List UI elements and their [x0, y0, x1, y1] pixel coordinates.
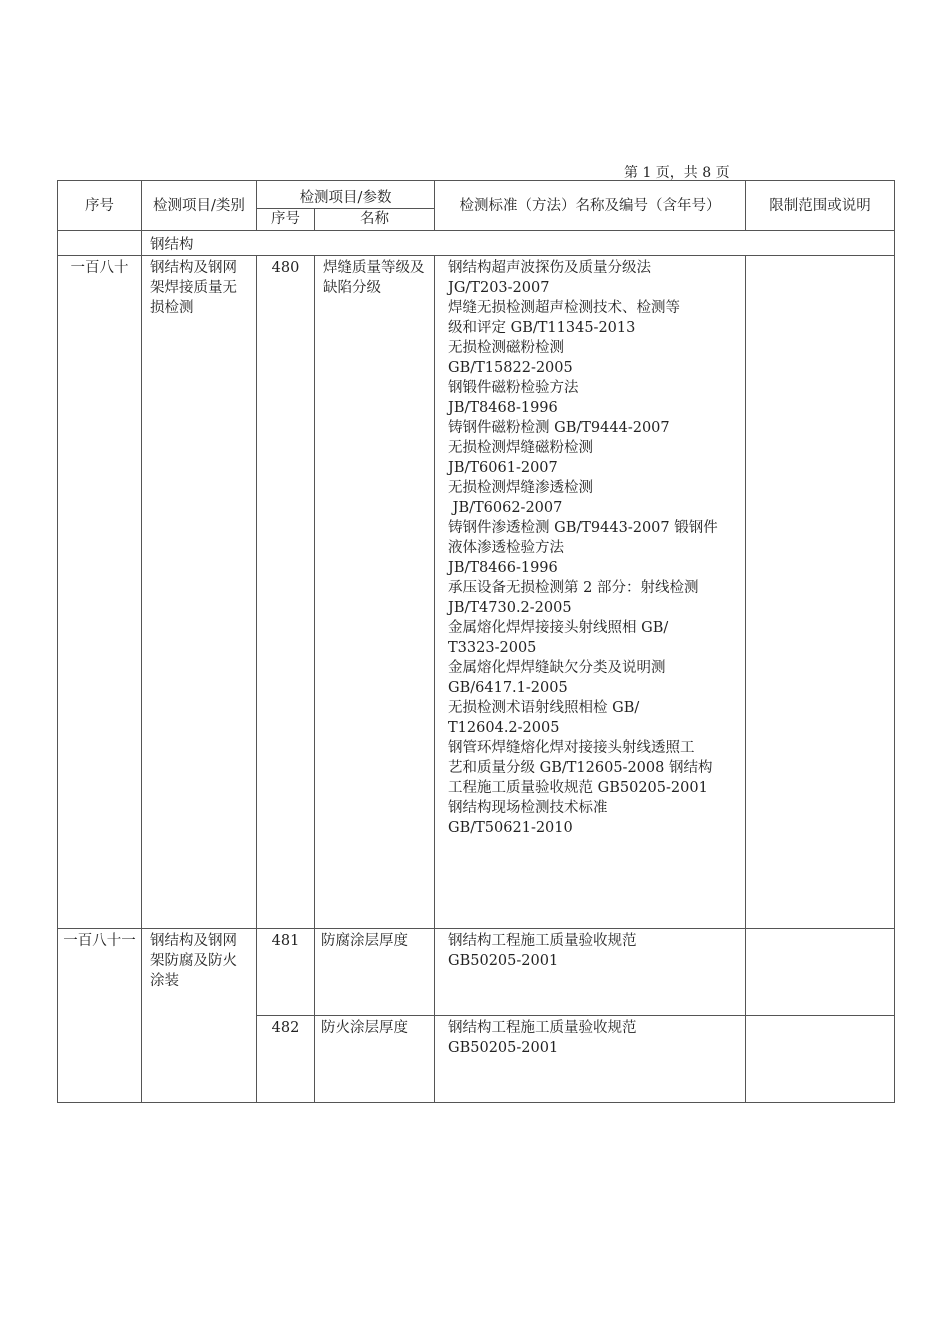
- standard-line: JB/T4730.2-2005: [448, 600, 572, 616]
- standard-line: 钢结构工程施工质量验收规范: [448, 1020, 637, 1036]
- table-row: [58, 256, 895, 929]
- page-indicator: 第 1 页，共 8 页: [624, 165, 730, 181]
- section-empty-cell: [58, 231, 142, 256]
- header-item-category: 检测项目/类别: [142, 181, 257, 231]
- standard-line: 钢锻件磁粉检验方法: [448, 380, 579, 396]
- standard-line: 无损检测焊缝磁粉检测: [448, 440, 594, 456]
- param-name: 防腐涂层厚度: [315, 929, 435, 1016]
- row-seq: 一百八十: [58, 256, 142, 929]
- param-no: 481: [257, 929, 315, 1016]
- standard-line: 艺和质量分级 GB/T12605-2008 钢结构: [448, 760, 713, 776]
- table-row: [58, 929, 895, 1016]
- standard-line: 无损检测术语射线照相检 GB/: [448, 700, 640, 716]
- param-limit: [746, 1016, 895, 1103]
- param-no: 480: [257, 256, 315, 929]
- section-title: 钢结构: [142, 231, 895, 256]
- row-category: 钢结构及钢网架防腐及防火涂装: [142, 929, 257, 1103]
- param-standards: [435, 256, 746, 929]
- standard-line: 钢结构超声波探伤及质量分级法: [448, 260, 652, 276]
- param-standards: [435, 1016, 746, 1103]
- standard-line: 金属熔化焊焊接接头射线照相 GB/: [448, 620, 669, 636]
- standard-line: 液体渗透检验方法: [448, 540, 565, 556]
- standard-line: GB/T15822-2005: [448, 360, 573, 376]
- standard-line: JB/T6061-2007: [448, 460, 558, 476]
- param-limit: [746, 929, 895, 1016]
- section-row: [58, 231, 895, 256]
- standard-line: T3323-2005: [448, 640, 537, 656]
- param-limit: [746, 256, 895, 929]
- standard-line: 工程施工质量验收规范 GB50205-2001: [448, 780, 708, 796]
- standard-line: 金属熔化焊焊缝缺欠分类及说明测: [448, 660, 666, 676]
- param-name: 防火涂层厚度: [315, 1016, 435, 1103]
- header-item-param: 检测项目/参数: [257, 181, 435, 209]
- header-param-seq: 序号: [257, 209, 315, 231]
- standard-line: 钢管环焊缝熔化焊对接接头射线透照工: [448, 740, 695, 756]
- param-standards: [435, 929, 746, 1016]
- param-name: 焊缝质量等级及缺陷分级: [315, 256, 435, 929]
- standard-line: GB50205-2001: [448, 1040, 559, 1056]
- inspection-table: [57, 180, 895, 1103]
- standard-line: 级和评定 GB/T11345-2013: [448, 320, 636, 336]
- header-param-name: 名称: [315, 209, 435, 231]
- row-category: 钢结构及钢网架焊接质量无损检测: [142, 256, 257, 929]
- standard-line: 无损检测磁粉检测: [448, 340, 565, 356]
- standard-line: JB/T8468-1996: [448, 400, 558, 416]
- standard-line: 钢结构现场检测技术标准: [448, 800, 608, 816]
- param-no: 482: [257, 1016, 315, 1103]
- standard-line: 铸钢件磁粉检测 GB/T9444-2007: [448, 420, 670, 436]
- standard-line: 铸钢件渗透检测 GB/T9443-2007 锻钢件: [448, 520, 718, 536]
- standard-line: 焊缝无损检测超声检测技术、检测等: [448, 300, 681, 316]
- standard-line: 承压设备无损检测第 2 部分：射线检测: [448, 580, 699, 596]
- header-standard: 检测标准（方法）名称及编号（含年号）: [435, 181, 746, 231]
- standard-line: T12604.2-2005: [448, 720, 560, 736]
- row-seq: 一百八十一: [58, 929, 142, 1103]
- standard-line: JG/T203-2007: [448, 280, 550, 296]
- standard-line: 无损检测焊缝渗透检测: [448, 480, 594, 496]
- standard-line: GB/T50621-2010: [448, 820, 573, 836]
- standard-line: JB/T8466-1996: [448, 560, 558, 576]
- standard-line: JB/T6062-2007: [448, 500, 563, 516]
- header-limit: 限制范围或说明: [746, 181, 895, 231]
- standard-line: GB50205-2001: [448, 953, 559, 969]
- standard-line: GB/6417.1-2005: [448, 680, 568, 696]
- standard-line: 钢结构工程施工质量验收规范: [448, 933, 637, 949]
- header-row: [58, 181, 895, 209]
- header-seq: 序号: [58, 181, 142, 231]
